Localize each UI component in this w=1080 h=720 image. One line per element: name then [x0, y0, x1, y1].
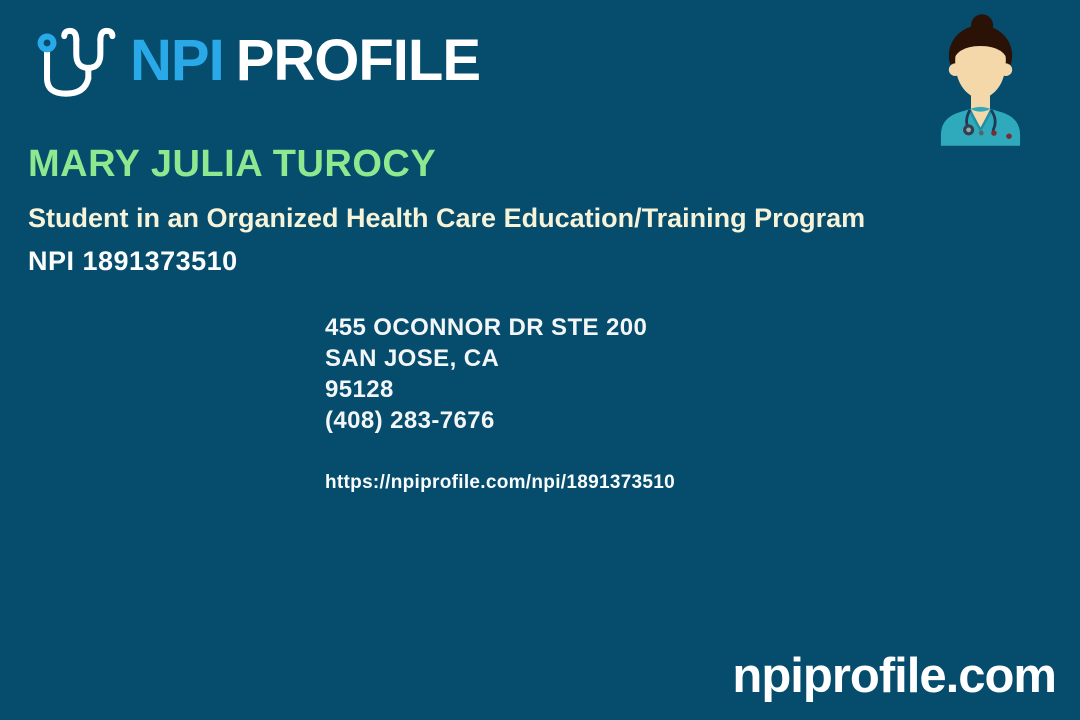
footer-site-name: npiprofile.com — [732, 649, 1056, 703]
nurse-avatar-icon — [933, 14, 1028, 146]
profile-url: https://npiprofile.com/npi/1891373510 — [325, 472, 676, 493]
address-street: 455 OCONNOR DR STE 200 — [325, 314, 648, 341]
brand-wordmark — [130, 18, 480, 104]
stethoscope-icon — [26, 18, 130, 104]
address-zip: 95128 — [325, 376, 394, 403]
npi-number: NPI 1891373510 — [28, 246, 238, 276]
brand-logo — [26, 18, 480, 104]
brand-wordmark-npi: NPI — [130, 28, 224, 93]
phone-number: (408) 283-7676 — [325, 407, 495, 434]
brand-wordmark-profile: PROFILE — [235, 28, 481, 93]
provider-name: MARY JULIA TUROCY — [28, 143, 437, 185]
address-block — [325, 312, 647, 436]
provider-taxonomy: Student in an Organized Health Care Education/Training Program — [28, 203, 866, 233]
address-city-state: SAN JOSE, CA — [325, 345, 500, 372]
